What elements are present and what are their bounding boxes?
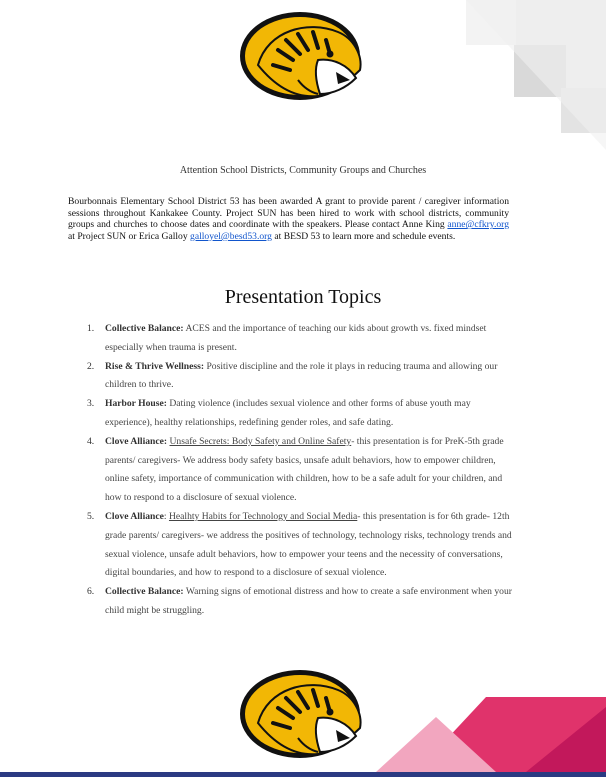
topic-speaker: Collective Balance:	[105, 586, 184, 598]
topic-sep: :	[163, 510, 169, 522]
topics-list	[87, 320, 517, 621]
list-item	[87, 583, 517, 621]
topic-speaker: Clove Alliance	[105, 510, 164, 522]
topic-description: Warning signs of emotional distress and how to create a safe environment when your child might be struggling.	[105, 586, 512, 616]
intro-text: at BESD 53 to learn more and schedule events.	[271, 230, 456, 242]
decor-pink-shapes	[376, 697, 606, 772]
topic-description: - this presentation is for PreK-5th grade parents/ caregivers- We address body safety basics, unsafe adult behaviors, how to empower children, online safety, importance of communication with children, how to be a safe adult for your children, and how to respond to a disclosure of sexual violence.	[105, 435, 504, 504]
topic-description: Dating violence (includes sexual violence and other forms of abuse youth may experience), healthy relationships, redefining gender roles, and safe dating.	[105, 398, 471, 428]
topic-subtitle: Unsafe Secrets: Body Safety and Online Safety	[169, 435, 352, 447]
list-number: 1.	[87, 323, 95, 334]
footer-bar	[0, 772, 606, 777]
section-title: Presentation Topics	[224, 286, 382, 308]
list-item	[87, 433, 517, 508]
topic-description: - this presentation is for 6th grade- 12th grade parents/ caregivers- we address the positives of technology, technology risks, technology trends and sexual violence, unsafe adult behaviors, how to empower your teens and the necessity of conversations, digital boundaries, and how to respond to a disclosure of sexual violence.	[105, 510, 512, 579]
topic-description: ACES and the importance of teaching our kids about growth vs. fixed mindset especially when trauma is present.	[105, 323, 487, 353]
list-number: 4.	[87, 435, 95, 447]
topic-speaker: Harbor House:	[105, 398, 167, 410]
topic-subtitle: Healhty Habits for Technology and Social Media	[168, 510, 358, 522]
topic-description: Positive discipline and the role it plays in reducing trauma and allowing our children to thrive.	[105, 360, 498, 391]
list-number: 6.	[87, 586, 95, 598]
intro-text: at Project SUN or Erica Galloy	[68, 230, 191, 242]
list-item	[87, 395, 517, 433]
list-item	[87, 508, 517, 583]
topic-speaker: Clove Alliance:	[105, 435, 168, 447]
intro-text: Bourbonnais Elementary School District 53 has been awarded A grant to provide parent / caregiver information sessions throughout Kankakee County. Project SUN has been hired to work with school districts, community groups and churches to choose dates and coordinate with the speakers. Please contact Anne King	[68, 196, 509, 231]
intro-paragraph	[68, 196, 509, 242]
list-number: 2.	[87, 360, 95, 372]
topic-speaker: Rise & Thrive Wellness:	[105, 360, 205, 372]
decor-triangle	[426, 0, 606, 175]
tiger-logo-icon	[238, 10, 368, 102]
email-link-erica[interactable]: galloyel@besd53.org	[190, 230, 272, 242]
subheading: Attention School Districts, Community Groups and Churches	[179, 165, 427, 176]
list-number: 3.	[87, 398, 95, 410]
email-link-anne[interactable]: anne@cfkry.org	[447, 219, 509, 231]
tiger-logo-icon	[238, 668, 368, 760]
topic-speaker: Collective Balance:	[105, 323, 184, 334]
list-number: 5.	[87, 510, 95, 522]
list-item	[87, 358, 517, 396]
list-item	[87, 320, 517, 358]
